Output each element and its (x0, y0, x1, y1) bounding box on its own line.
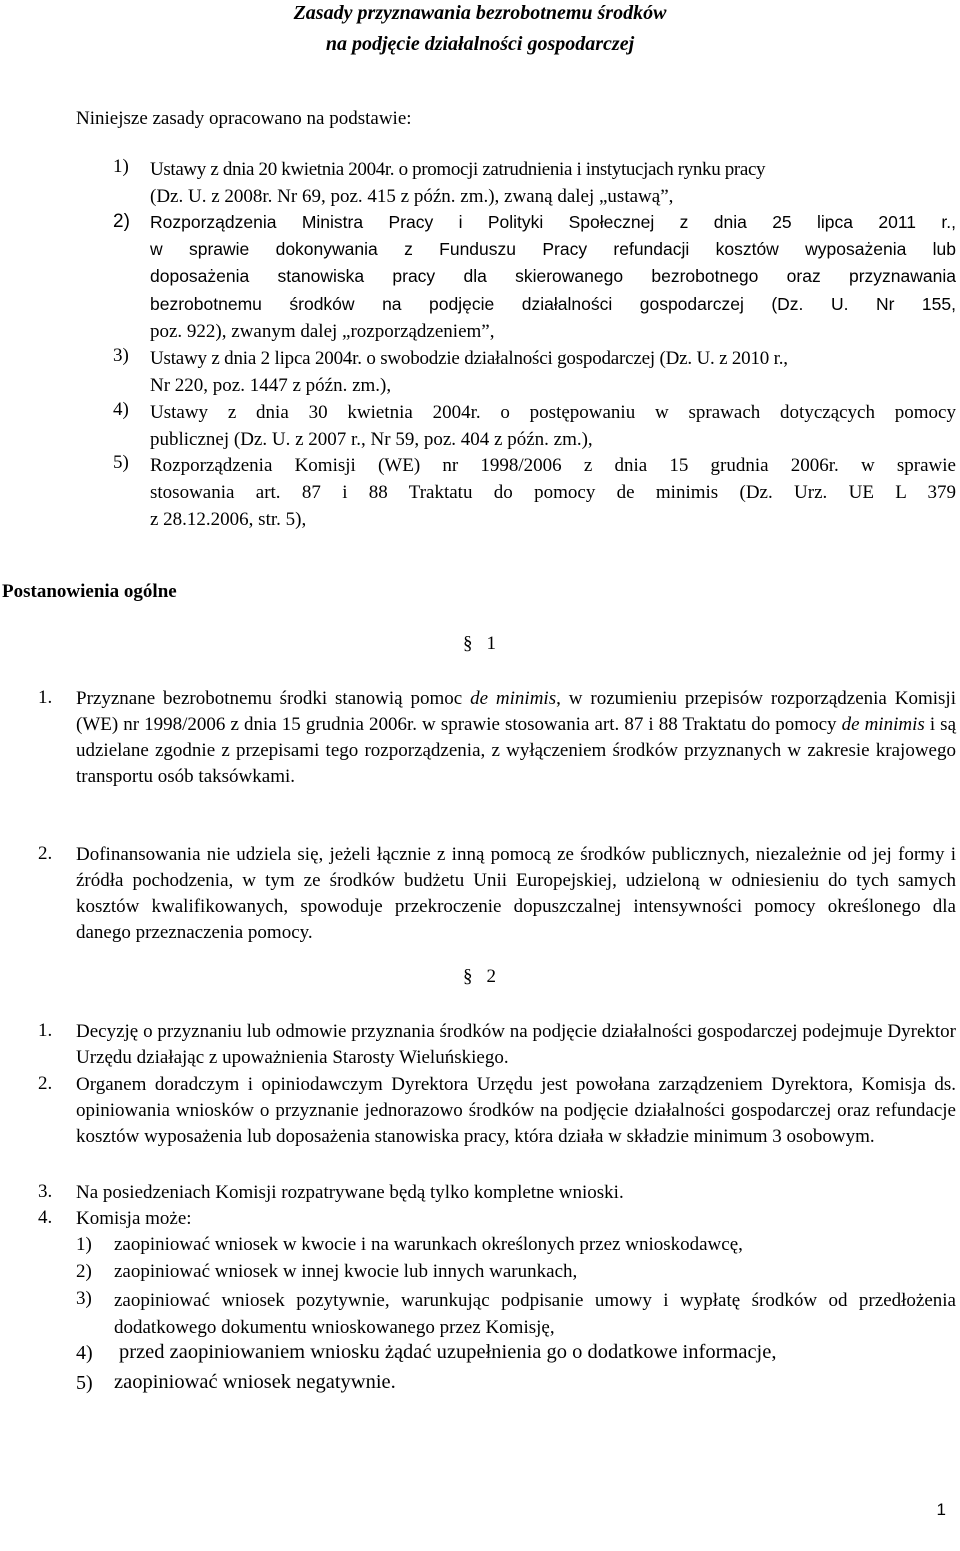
paragraph-1-heading (463, 633, 496, 655)
option-num-1: 1) (76, 1234, 92, 1255)
par1-item-1-text-a: Przyznane bezrobotnemu środki stanowią pomoc (76, 688, 471, 709)
basis-item-5-line-3: z 28.12.2006, str. 5), (150, 509, 307, 531)
par1-item-1-emph-a: de minimis (470, 688, 557, 709)
title-line-1: Zasady przyznawania bezrobotnemu środków (293, 2, 667, 24)
par2-item-4: Komisja może: (76, 1208, 192, 1229)
paragraph-sign: § (463, 966, 473, 987)
basis-item-5-line-1: Rozporządzenia Komisji (WE) nr 1998/2006 z dnia 15 grudnia 2006r. w sprawie (150, 455, 956, 476)
basis-item-2-line-1: Rozporządzenia Ministra Pracy i Polityki Społecznej z dnia 25 lipca 2011 r., (150, 212, 956, 232)
basis-item-4-line-2: publicznej (Dz. U. z 2007 r., Nr 59, poz. 404 z późn. zm.), (150, 429, 593, 451)
par1-item-2-num: 2. (38, 843, 53, 864)
basis-item-1-line-1: Ustawy z dnia 20 kwietnia 2004r. o promocji zatrudnienia i instytucjach rynku pracy (150, 159, 766, 180)
basis-num-4: 4) (113, 399, 129, 420)
paragraph-sign: § (463, 633, 473, 654)
par1-item-1-emph-b: de minimis (841, 714, 925, 735)
basis-item-1 (150, 156, 956, 210)
par2-item-2-num: 2. (38, 1073, 53, 1094)
par2-item-3: Na posiedzeniach Komisji rozpatrywane będą tylko kompletne wnioski. (76, 1182, 624, 1203)
par1-item-1-text-b: , w rozumieniu przepisów rozporządzenia Komisji (WE) nr 1998/2006 z dnia 15 grudnia 2006r. w sprawie stosowania art. 87 i 88 Traktatu do pomocy (76, 688, 956, 735)
paragraph-number: 2 (486, 966, 496, 987)
par2-item-1: Decyzję o przyznaniu lub odmowie przyznania środków na podjęcie działalności gospodarczej podejmuje Dyrektor Urzędu działając z upoważnienia Starosty Wieluńskiego. (76, 1021, 956, 1068)
basis-item-1-line-2: (Dz. U. z 2008r. Nr 69, poz. 415 z późn. zm.), zwaną dalej „ustawą”, (150, 186, 674, 208)
par2-item-2: Organem doradczym i opiniodawczym Dyrektora Urzędu jest powołana zarządzeniem Dyrektora, Komisja ds. opiniowania wniosków o przyznanie jednorazowo środków na podjęcie działalności gospodarczej oraz refundacje kosztów wyposażenia lub doposażenia stanowiska pracy, która działa w składzie minimum 3 osobowym. (76, 1074, 956, 1147)
basis-item-5 (150, 452, 956, 534)
basis-item-2-line-2: w sprawie dokonywania z Funduszu Pracy refundacji kosztów wyposażenia lub (150, 239, 956, 260)
par2-item-3-num: 3. (38, 1181, 53, 1202)
basis-item-4-line-1: Ustawy z dnia 30 kwietnia 2004r. o postępowaniu w sprawach dotyczących pomocy (150, 402, 956, 423)
basis-item-2-line-3: doposażenia stanowiska pracy dla skierowanego bezrobotnego oraz przyznawania (150, 266, 956, 287)
basis-num-2: 2) (113, 211, 130, 232)
option-text-2: zaopiniować wniosek w innej kwocie lub innych warunkach, (114, 1261, 578, 1282)
title-line-2: na podjęcie działalności gospodarczej (325, 33, 635, 55)
option-text-3: zaopiniować wniosek pozytywnie, warunkując podpisanie umowy i wypłatę środków od przedłożenia dodatkowego dokumentu wnioskowanego przez Komisję, (114, 1290, 956, 1338)
par1-item-1-num: 1. (38, 687, 53, 708)
section-heading: Postanowienia ogólne (2, 581, 177, 602)
option-text-1: zaopiniować wniosek w kwocie i na warunkach określonych przez wnioskodawcę, (114, 1234, 743, 1255)
basis-item-2-line-4: bezrobotnemu środków na podjęcie działalności gospodarczej (Dz. U. Nr 155, (150, 293, 956, 314)
option-text-4: przed zaopiniowaniem wniosku żądać uzupełnienia go o dodatkowe informacje, (119, 1341, 777, 1363)
basis-item-2 (150, 209, 956, 318)
option-num-2: 2) (76, 1261, 92, 1282)
basis-item-5-line-2: stosowania art. 87 i 88 Traktatu do pomocy de minimis (Dz. Urz. UE L 379 (150, 482, 956, 504)
basis-item-2-line-5: poz. 922), zwanym dalej „rozporządzeniem”, (150, 321, 495, 342)
basis-item-2-cont (150, 318, 956, 345)
option-num-5: 5) (76, 1372, 93, 1394)
option-num-4: 4) (76, 1342, 93, 1364)
par2-item-4-num: 4. (38, 1207, 53, 1228)
basis-item-4 (150, 399, 956, 453)
basis-num-5: 5) (113, 452, 129, 473)
intro-text: Niniejsze zasady opracowano na podstawie: (76, 108, 412, 129)
par2-item-1-num: 1. (38, 1020, 53, 1041)
basis-num-1: 1) (113, 156, 129, 177)
paragraph-2-heading (463, 966, 496, 988)
par1-item-1 (76, 686, 956, 790)
par1-item-1-text-c: i są udzielane zgodnie z przepisami tego rozporządzenia, z wyłączeniem środków przyznanych w zakresie krajowego transportu osób taksówkami. (76, 714, 957, 787)
basis-item-3-line-1: Ustawy z dnia 2 lipca 2004r. o swobodzie działalności gospodarczej (Dz. U. z 2010 r., (150, 348, 788, 369)
option-text-5: zaopiniować wniosek negatywnie. (114, 1371, 396, 1393)
basis-item-3-line-2: Nr 220, poz. 1447 z późn. zm.), (150, 375, 392, 397)
basis-num-3: 3) (113, 345, 129, 366)
page-number: 1 (936, 1500, 946, 1519)
paragraph-number: 1 (486, 633, 496, 654)
par1-item-2: Dofinansowania nie udziela się, jeżeli łącznie z inną pomocą ze środków publicznych, niezależnie od jej formy i źródła pochodzenia, w tym ze środków budżetu Unii Europejskiej, udzieloną w odniesieniu do tych samych kosztów kwalifikowanych, spowoduje przekroczenie dopuszczalnej intensywności pomocy określonego dla danego przeznaczenia pomocy. (76, 844, 956, 943)
option-num-3: 3) (76, 1288, 92, 1309)
basis-item-3 (150, 345, 956, 399)
